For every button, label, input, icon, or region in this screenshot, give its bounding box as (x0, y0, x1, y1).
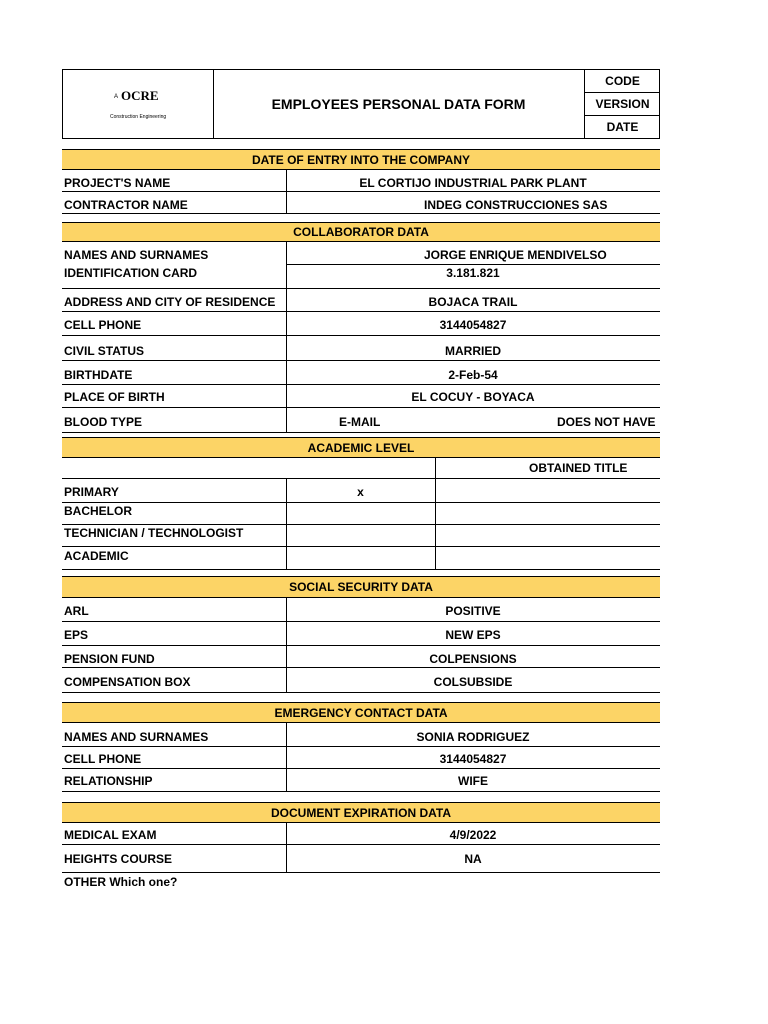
other-document-label: OTHER Which one? (64, 875, 178, 889)
academic-row-mark: x (357, 485, 364, 499)
emergency-cell-value: 3144054827 (439, 752, 507, 766)
section-entry-title: DATE OF ENTRY INTO THE COMPANY (62, 149, 660, 170)
form-title: EMPLOYEES PERSONAL DATA FORM (271, 96, 526, 112)
pension-fund-value: COLPENSIONS (429, 652, 517, 666)
section-social-security-title: SOCIAL SECURITY DATA (62, 576, 660, 598)
section-documents-title: DOCUMENT EXPIRATION DATA (62, 802, 660, 823)
compensation-box-label: COMPENSATION BOX (64, 675, 191, 689)
address-label: ADDRESS AND CITY OF RESIDENCE (64, 295, 276, 309)
arl-label: ARL (64, 604, 89, 618)
personal-data-form (62, 147, 660, 877)
id-card-label: IDENTIFICATION CARD (64, 266, 198, 280)
relationship-value: WIFE (458, 774, 488, 788)
project-label: PROJECT'S NAME (64, 176, 171, 190)
collab-cell-label: CELL PHONE (64, 318, 142, 332)
heights-course-value: NA (464, 852, 482, 866)
email-label: E-MAIL (339, 415, 381, 429)
code-label: CODE (585, 70, 660, 93)
medical-exam-value: 4/9/2022 (449, 828, 497, 842)
academic-row-label: TECHNICIAN / TECHNOLOGIST (64, 526, 244, 540)
email-value: DOES NOT HAVE (557, 415, 656, 429)
form-header (62, 69, 660, 139)
document-meta (584, 70, 660, 138)
collab-names-label: NAMES AND SURNAMES (64, 248, 209, 262)
logo-subtitle: Construction Engineering (110, 114, 167, 120)
academic-row-label: BACHELOR (64, 504, 132, 518)
logo-name: OCRE (121, 88, 159, 103)
id-card-value: 3.181.821 (446, 266, 500, 280)
contractor-value: INDEG CONSTRUCCIONES SAS (424, 198, 608, 212)
contractor-label: CONTRACTOR NAME (64, 198, 188, 212)
relationship-label: RELATIONSHIP (64, 774, 153, 788)
birthplace-label: PLACE OF BIRTH (64, 390, 165, 404)
blood-type-label: BLOOD TYPE (64, 415, 143, 429)
emergency-names-label: NAMES AND SURNAMES (64, 730, 209, 744)
collab-names-value: JORGE ENRIQUE MENDIVELSO (424, 248, 607, 262)
compensation-box-value: COLSUBSIDE (433, 675, 513, 689)
date-label: DATE (606, 120, 639, 134)
section-academic-title: ACADEMIC LEVEL (62, 437, 660, 458)
collab-cell-value: 3144054827 (439, 318, 507, 332)
version-label: VERSION (585, 93, 660, 116)
medical-exam-label: MEDICAL EXAM (64, 828, 157, 842)
section-collaborator-title: COLLABORATOR DATA (62, 222, 660, 242)
pension-fund-label: PENSION FUND (64, 652, 155, 666)
academic-row-label: ACADEMIC (64, 549, 129, 563)
arl-value: POSITIVE (445, 604, 501, 618)
emergency-cell-label: CELL PHONE (64, 752, 142, 766)
logo-mark-icon: A (114, 94, 119, 100)
birthdate-label: BIRTHDATE (64, 368, 133, 382)
project-value: EL CORTIJO INDUSTRIAL PARK PLANT (359, 176, 587, 190)
birthdate-value: 2-Feb-54 (448, 368, 498, 382)
civil-status-label: CIVIL STATUS (64, 344, 145, 358)
address-value: BOJACA TRAIL (428, 295, 518, 309)
eps-value: NEW EPS (445, 628, 501, 642)
section-emergency-title: EMERGENCY CONTACT DATA (62, 702, 660, 723)
company-logo (63, 70, 214, 138)
academic-row-label: PRIMARY (64, 485, 119, 499)
birthplace-value: EL COCUY - BOYACA (411, 390, 535, 404)
emergency-names-value: SONIA RODRIGUEZ (416, 730, 530, 744)
eps-label: EPS (64, 628, 89, 642)
heights-course-label: HEIGHTS COURSE (64, 852, 173, 866)
civil-status-value: MARRIED (445, 344, 501, 358)
obtained-title-label: OBTAINED TITLE (529, 461, 628, 475)
